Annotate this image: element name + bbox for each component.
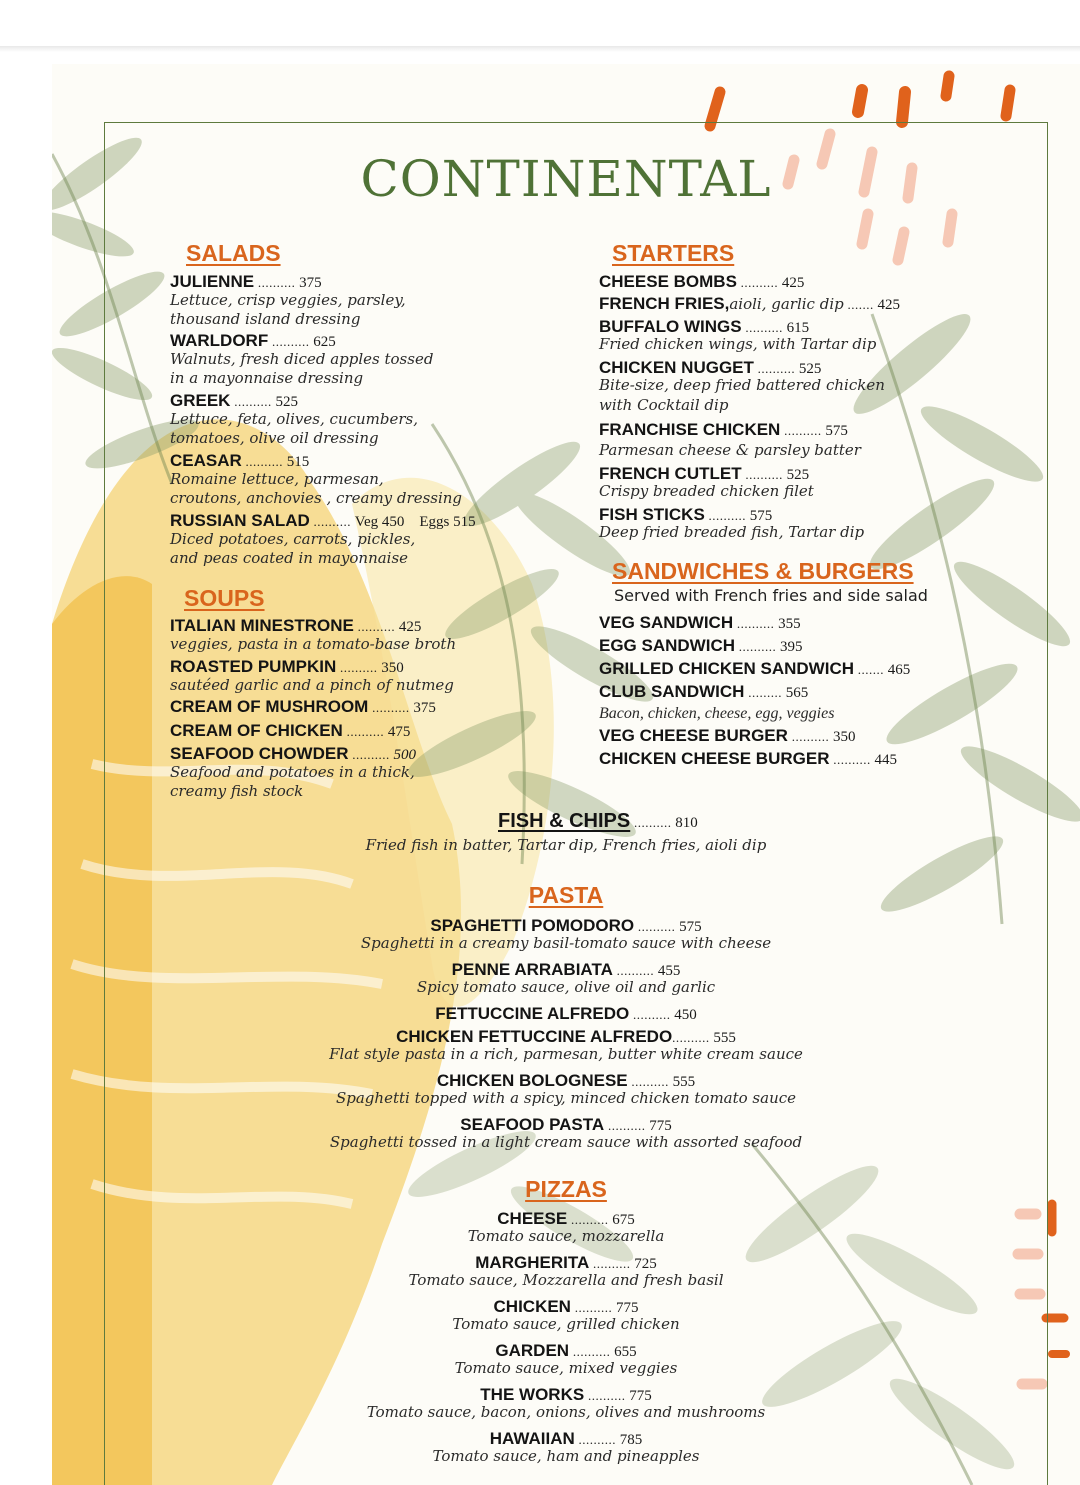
item-price: 375 bbox=[299, 275, 322, 291]
item-name: FRANCHISE CHICKEN bbox=[599, 420, 781, 439]
item-name: CHEESE bbox=[497, 1209, 568, 1228]
item-name: CREAM OF CHICKEN bbox=[170, 721, 343, 740]
item-name: MARGHERITA bbox=[475, 1253, 590, 1272]
item-price: 475 bbox=[387, 724, 411, 740]
menu-item-garden-pizza: GARDEN .......... 655 bbox=[495, 1341, 637, 1360]
item-name: SEAFOOD PASTA bbox=[460, 1115, 605, 1134]
menu-item-julienne: JULIENNE .......... 375 bbox=[170, 272, 322, 291]
scan-edge bbox=[0, 46, 1080, 52]
item-name: CHICKEN FETTUCCINE ALFREDO bbox=[396, 1027, 673, 1046]
item-description: Spaghetti topped with a spicy, minced chicken tomato sauce bbox=[335, 1089, 797, 1107]
item-name: CHICKEN NUGGET bbox=[599, 358, 754, 377]
item-price: 810 bbox=[675, 815, 698, 831]
item-price: 575 bbox=[679, 919, 702, 935]
item-price: 575 bbox=[749, 508, 773, 524]
menu-item-warldorf: WARLDORF .......... 625 bbox=[170, 331, 336, 350]
menu-title: CONTINENTAL bbox=[360, 150, 772, 208]
item-description: Fried chicken wings, with Tartar dip bbox=[599, 335, 877, 353]
menu-item-cream-of-chicken: CREAM OF CHICKEN .......... 475 bbox=[170, 721, 411, 740]
menu-item-seafood-chowder: SEAFOOD CHOWDER .......... 500 bbox=[170, 744, 416, 763]
item-description: tomatoes, olive oil dressing bbox=[170, 429, 379, 447]
item-description: Walnuts, fresh diced apples tossed bbox=[170, 350, 434, 368]
menu-item-franchise-chicken: FRANCHISE CHICKEN .......... 575 bbox=[599, 420, 848, 439]
item-name: CLUB SANDWICH bbox=[599, 682, 745, 701]
item-description: Tomato sauce, ham and pineapples bbox=[432, 1447, 700, 1465]
section-subtitle: Served with French fries and side salad bbox=[614, 586, 928, 605]
item-price: 625 bbox=[313, 334, 336, 350]
item-name: SEAFOOD CHOWDER bbox=[170, 744, 349, 763]
item-description: croutons, anchovies , creamy dressing bbox=[170, 489, 463, 507]
item-description: Parmesan cheese & parsley batter bbox=[599, 441, 861, 459]
scan-margin bbox=[0, 0, 1080, 52]
menu-page bbox=[52, 64, 1080, 1485]
item-price: Veg 450 bbox=[354, 514, 405, 530]
item-description: Spaghetti in a creamy basil-tomato sauce with cheese bbox=[360, 934, 772, 952]
item-description: veggies, pasta in a tomato-base broth bbox=[170, 635, 457, 653]
item-description: Diced potatoes, carrots, pickles, bbox=[170, 530, 416, 548]
section-title-starters: STARTERS bbox=[612, 240, 735, 266]
item-name: GARDEN bbox=[495, 1341, 570, 1360]
menu-item-buffalo-wings: BUFFALO WINGS .......... 615 bbox=[599, 317, 810, 336]
item-name: WARLDORF bbox=[170, 331, 269, 350]
item-description: Bite-size, deep fried battered chicken bbox=[599, 376, 885, 394]
item-extra: aioli, garlic dip bbox=[729, 295, 844, 313]
item-price: 575 bbox=[825, 423, 848, 439]
item-price: 555 bbox=[672, 1074, 696, 1090]
item-price: 775 bbox=[649, 1118, 672, 1134]
item-description: Lettuce, feta, olives, cucumbers, bbox=[170, 410, 418, 428]
item-description: Tomato sauce, mozzarella bbox=[467, 1227, 665, 1245]
menu-item-ceasar: CEASAR .......... 515 bbox=[170, 451, 310, 470]
item-price: 395 bbox=[780, 639, 803, 655]
menu-item-grilled-chicken-sandwich: GRILLED CHICKEN SANDWICH ....... 465 bbox=[599, 659, 911, 678]
item-price: 565 bbox=[785, 685, 809, 701]
item-description: Romaine lettuce, parmesan, bbox=[170, 470, 384, 488]
item-name: GRILLED CHICKEN SANDWICH bbox=[599, 659, 854, 678]
item-description: Deep fried breaded fish, Tartar dip bbox=[599, 523, 865, 541]
menu-item-penne-arrabiata: PENNE ARRABIATA .......... 455 bbox=[451, 960, 681, 979]
item-price: 465 bbox=[887, 662, 911, 678]
menu-item-french-cutlet: FRENCH CUTLET .......... 525 bbox=[599, 464, 810, 483]
item-name: ITALIAN MINESTRONE bbox=[170, 616, 354, 635]
menu-item-spaghetti-pomodoro: SPAGHETTI POMODORO .......... 575 bbox=[430, 916, 702, 935]
menu-item-fish-sticks: FISH STICKS .......... 575 bbox=[599, 505, 773, 524]
item-name: GREEK bbox=[170, 391, 231, 410]
item-price: 555 bbox=[713, 1030, 736, 1046]
item-price: 615 bbox=[786, 320, 810, 336]
item-description: Tomato sauce, mixed veggies bbox=[454, 1359, 678, 1377]
menu-item-margherita-pizza: MARGHERITA .......... 725 bbox=[475, 1253, 657, 1272]
item-description: Crispy breaded chicken filet bbox=[599, 482, 814, 500]
item-name: HAWAIIAN bbox=[489, 1429, 575, 1448]
item-name: ROASTED PUMPKIN bbox=[170, 657, 337, 676]
item-price: 775 bbox=[615, 1300, 639, 1316]
menu-item-chicken-nugget: CHICKEN NUGGET .......... 525 bbox=[599, 358, 822, 377]
item-description: in a mayonnaise dressing bbox=[170, 369, 364, 387]
item-name: FISH & CHIPS bbox=[498, 810, 631, 832]
item-name: FISH STICKS bbox=[599, 505, 705, 524]
item-price: 525 bbox=[275, 394, 298, 410]
item-name: FRENCH FRIES, bbox=[599, 294, 730, 313]
item-price: 655 bbox=[614, 1344, 637, 1360]
item-name: CHICKEN BOLOGNESE bbox=[436, 1071, 628, 1090]
menu-item-veg-sandwich: VEG SANDWICH .......... 355 bbox=[599, 613, 801, 632]
item-name: THE WORKS bbox=[480, 1385, 585, 1404]
section-title-sandwiches-burgers: SANDWICHES & BURGERS bbox=[612, 558, 914, 584]
item-name: PENNE ARRABIATA bbox=[451, 960, 613, 979]
menu-item-chicken-cheese-burger: CHICKEN CHEESE BURGER .......... 445 bbox=[599, 749, 897, 768]
item-price: 450 bbox=[674, 1007, 697, 1023]
item-name: FRENCH CUTLET bbox=[599, 464, 742, 483]
item-price-secondary: Eggs 515 bbox=[419, 514, 476, 530]
menu-item-egg-sandwich: EGG SANDWICH .......... 395 bbox=[599, 636, 803, 655]
item-price: 350 bbox=[832, 729, 856, 745]
item-price: 525 bbox=[786, 467, 810, 483]
item-description: with Cocktail dip bbox=[599, 396, 729, 414]
item-price: 355 bbox=[778, 616, 801, 632]
menu-item-seafood-pasta: SEAFOOD PASTA .......... 775 bbox=[460, 1115, 672, 1134]
item-name: CHICKEN CHEESE BURGER bbox=[599, 749, 830, 768]
menu-item-italian-minestrone: ITALIAN MINESTRONE .......... 425 bbox=[170, 616, 422, 635]
item-price: 525 bbox=[798, 361, 822, 377]
item-description: Fried fish in batter, Tartar dip, French fries, aioli dip bbox=[365, 836, 767, 854]
item-name: JULIENNE bbox=[170, 272, 255, 291]
item-price: 425 bbox=[877, 297, 900, 313]
menu-item-chicken-pizza: CHICKEN .......... 775 bbox=[493, 1297, 639, 1316]
item-description: Spaghetti tossed in a light cream sauce with assorted seafood bbox=[329, 1133, 803, 1151]
menu-item-hawaiian-pizza: HAWAIIAN .......... 785 bbox=[489, 1429, 643, 1448]
item-description: sautéed garlic and a pinch of nutmeg bbox=[170, 676, 454, 694]
item-name: VEG SANDWICH bbox=[599, 613, 734, 632]
menu-item-chicken-fettuccine-alfredo: CHICKEN FETTUCCINE ALFREDO.......... 555 bbox=[396, 1027, 736, 1046]
section-title-salads: SALADS bbox=[186, 240, 281, 266]
menu-item-club-sandwich: CLUB SANDWICH ......... 565 bbox=[599, 682, 809, 701]
item-name: CHICKEN bbox=[493, 1297, 571, 1316]
section-title-pizzas: PIZZAS bbox=[525, 1176, 607, 1202]
item-description: Tomato sauce, bacon, onions, olives and mushrooms bbox=[366, 1403, 766, 1421]
menu-item-cheese-pizza: CHEESE .......... 675 bbox=[497, 1209, 635, 1228]
item-price: 425 bbox=[781, 275, 805, 291]
menu-item-chicken-bolognese: CHICKEN BOLOGNESE .......... 555 bbox=[436, 1071, 696, 1090]
item-name: EGG SANDWICH bbox=[599, 636, 735, 655]
menu-item-cheese-bombs: CHEESE BOMBS .......... 425 bbox=[599, 272, 805, 291]
item-price: 350 bbox=[381, 660, 404, 676]
menu-item-greek: GREEK .......... 525 bbox=[170, 391, 298, 410]
item-description: thousand island dressing bbox=[170, 310, 361, 328]
item-name: SPAGHETTI POMODORO bbox=[430, 916, 635, 935]
menu-item-russian-salad: RUSSIAN SALAD .......... Veg 450 Eggs 515 bbox=[170, 511, 476, 530]
item-description: Tomato sauce, grilled chicken bbox=[452, 1315, 680, 1333]
item-description: Tomato sauce, Mozzarella and fresh basil bbox=[408, 1271, 724, 1289]
menu-item-fish-and-chips: FISH & CHIPS .......... 810 bbox=[498, 810, 698, 832]
item-name: FETTUCCINE ALFREDO bbox=[435, 1004, 630, 1023]
item-price: 375 bbox=[413, 700, 436, 716]
item-price: 515 bbox=[286, 454, 310, 470]
item-name: CREAM OF MUSHROOM bbox=[170, 697, 369, 716]
menu-item-cream-of-mushroom: CREAM OF MUSHROOM .......... 375 bbox=[170, 697, 436, 716]
menu-item-the-works-pizza: THE WORKS .......... 775 bbox=[480, 1385, 652, 1404]
item-name: VEG CHEESE BURGER bbox=[599, 726, 788, 745]
item-price: 675 bbox=[612, 1212, 635, 1228]
item-description: Flat style pasta in a rich, parmesan, butter white cream sauce bbox=[329, 1045, 803, 1063]
item-description: and peas coated in mayonnaise bbox=[170, 549, 409, 567]
item-description: Lettuce, crisp veggies, parsley, bbox=[170, 291, 406, 309]
item-description: Seafood and potatoes in a thick, bbox=[170, 763, 415, 781]
item-description: Bacon, chicken, cheese, egg, veggies bbox=[599, 705, 835, 722]
item-price: 725 bbox=[634, 1256, 657, 1272]
menu-item-french-fries: FRENCH FRIES,aioli, garlic dip ....... 425 bbox=[599, 294, 900, 313]
item-price: 785 bbox=[619, 1432, 643, 1448]
item-price: 425 bbox=[398, 619, 422, 635]
item-name: RUSSIAN SALAD bbox=[170, 511, 310, 530]
item-price: 775 bbox=[629, 1388, 652, 1404]
menu-item-roasted-pumpkin: ROASTED PUMPKIN .......... 350 bbox=[170, 657, 404, 676]
section-title-soups: SOUPS bbox=[184, 585, 265, 611]
item-price: 445 bbox=[874, 752, 897, 768]
item-name: BUFFALO WINGS bbox=[599, 317, 742, 336]
item-price: 500 bbox=[393, 747, 416, 763]
item-name: CEASAR bbox=[170, 451, 242, 470]
section-title-pasta: PASTA bbox=[528, 882, 604, 908]
item-name: CHEESE BOMBS bbox=[599, 272, 737, 291]
menu-item-veg-cheese-burger: VEG CHEESE BURGER .......... 350 bbox=[599, 726, 856, 745]
item-price: 455 bbox=[657, 963, 681, 979]
item-description: Spicy tomato sauce, olive oil and garlic bbox=[416, 978, 716, 996]
item-description: creamy fish stock bbox=[170, 782, 304, 800]
menu-item-fettuccine-alfredo: FETTUCCINE ALFREDO .......... 450 bbox=[435, 1004, 697, 1023]
